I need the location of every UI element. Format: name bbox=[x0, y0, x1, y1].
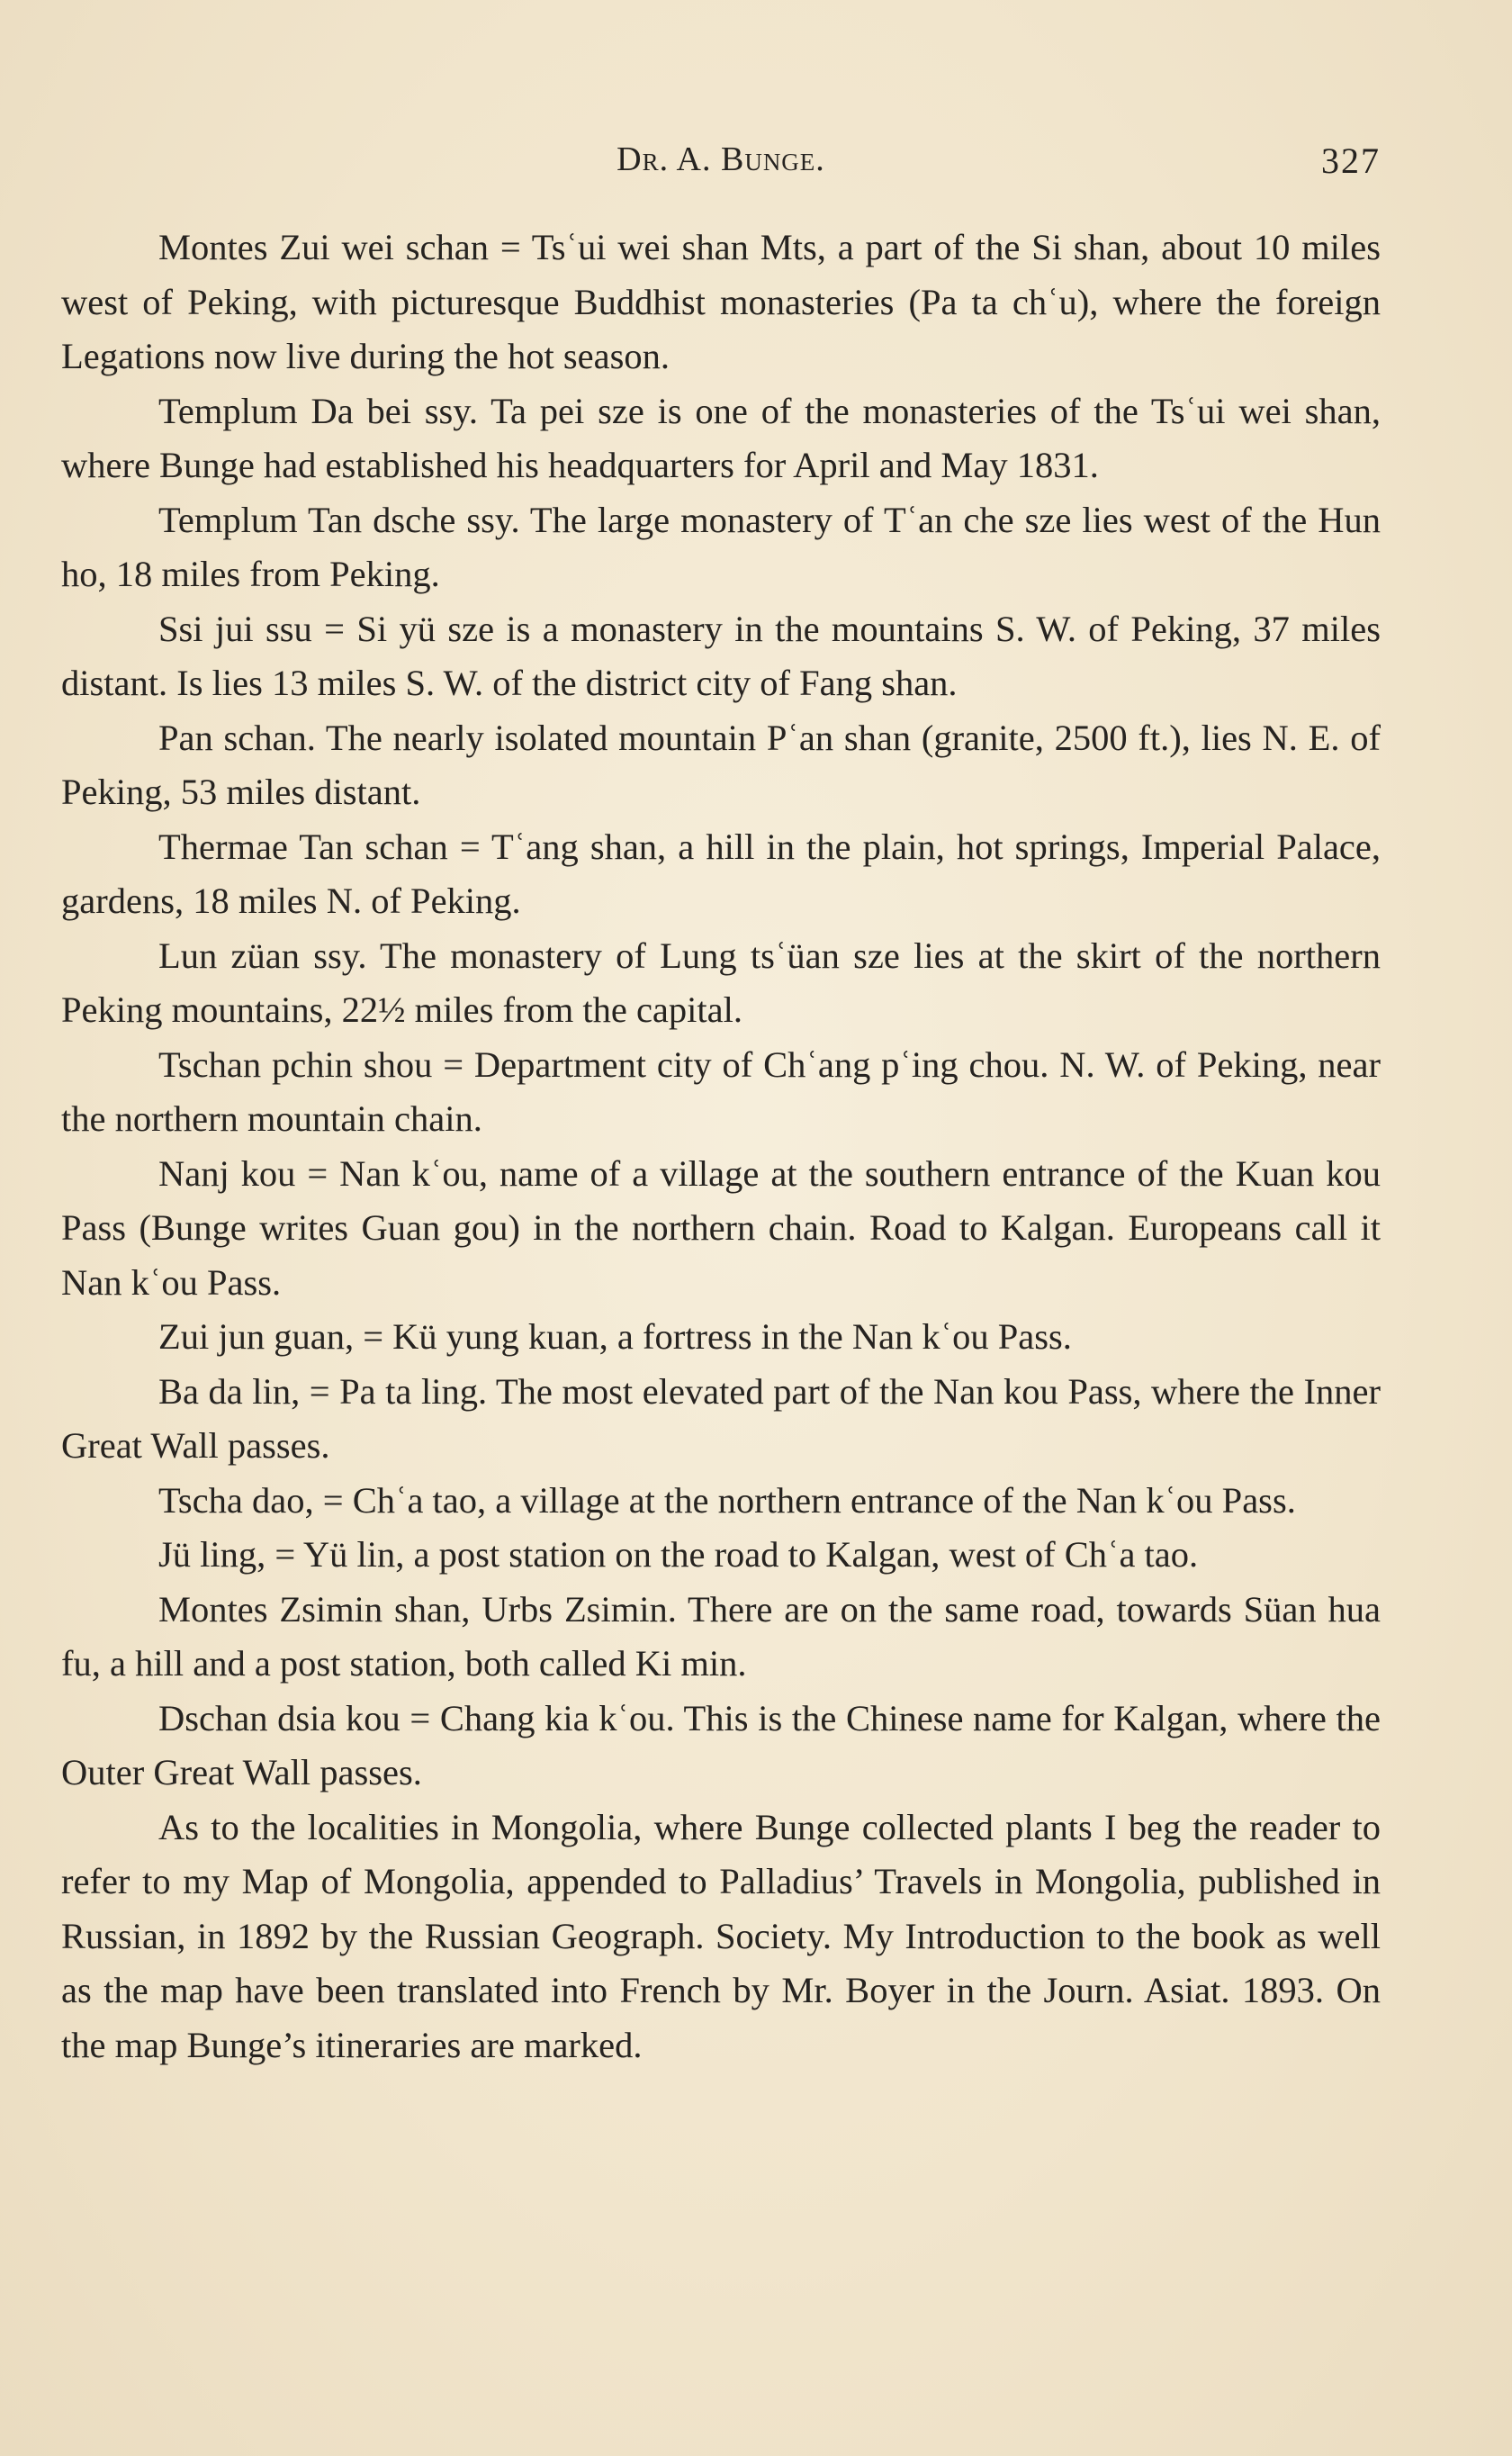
paragraph: Tschan pchin shou = Department city of Chʿang pʿing chou. N. W. of Peking, near the northern mountain chain. bbox=[61, 1043, 1381, 1139]
paragraph: Pan schan. The nearly isolated mountain Pʿan shan (granite, 2500 ft.), lies N. E. of Peking, 53 miles distant. bbox=[61, 717, 1381, 812]
paragraph: Nanj kou = Nan kʿou, name of a village at the southern entrance of the Kuan kou Pass (Bunge writes Guan gou) in the northern chain. Road to Kalgan. Europeans call it Nan kʿou Pass. bbox=[61, 1152, 1381, 1303]
paragraph: Tscha dao, = Chʿa tao, a village at the northern entrance of the Nan kʿou Pass. bbox=[158, 1479, 1296, 1521]
paragraph: Zui jun guan, = Kü yung kuan, a fortress in the Nan kʿou Pass. bbox=[158, 1316, 1072, 1357]
running-title: Dr. A. Bunge. bbox=[616, 140, 825, 178]
paragraph: Ba da lin, = Pa ta ling. The most elevated part of the Nan kou Pass, where the Inner Great Wall passes. bbox=[61, 1370, 1381, 1466]
body-text bbox=[61, 221, 1381, 2072]
paragraph: Montes Zui wei schan = Tsʿui wei shan Mts, a part of the Si shan, about 10 miles west of Peking, with picturesque Buddhist monasteries (Pa ta chʿu), where the foreign Legations now live during the hot season. bbox=[61, 227, 1381, 376]
paragraph: Thermae Tan schan = Tʿang shan, a hill in the plain, hot springs, Imperial Palace, gardens, 18 miles N. of Peking. bbox=[61, 826, 1381, 921]
paragraph: Ssi jui ssu = Si yü sze is a monastery in the mountains S. W. of Peking, 37 miles distant. Is lies 13 miles S. W. of the district city of Fang shan. bbox=[61, 608, 1381, 703]
paragraph: Templum Da bei ssy. Ta pei sze is one of the monasteries of the Tsʿui wei shan, where Bunge had established his headquarters for April and May 1831. bbox=[61, 390, 1381, 485]
paragraph: Jü ling, = Yü lin, a post station on the road to Kalgan, west of Chʿa tao. bbox=[158, 1534, 1199, 1575]
page-number: 327 bbox=[1321, 140, 1381, 181]
paragraph: Dschan dsia kou = Chang kia kʿou. This is the Chinese name for Kalgan, where the Outer Great Wall passes. bbox=[61, 1697, 1381, 1792]
running-head bbox=[61, 140, 1381, 194]
paragraph: Templum Tan dsche ssy. The large monastery of Tʿan che sze lies west of the Hun ho, 18 miles from Peking. bbox=[61, 499, 1381, 594]
paragraph: Lun züan ssy. The monastery of Lung tsʿüan sze lies at the skirt of the northern Peking mountains, 22½ miles from the capital. bbox=[61, 935, 1381, 1030]
paragraph: Montes Zsimin shan, Urbs Zsimin. There are on the same road, towards Süan hua fu, a hill and a post station, both called Ki min. bbox=[61, 1588, 1381, 1684]
paragraph: As to the localities in Mongolia, where Bunge collected plants I beg the reader to refer to my Map of Mongolia, appended to Palladius’ Travels in Mongolia, published in Russian, in 1892 by the Russian Geograph. Society. My Introduction to the book as well as the map have been translated into French by Mr. Boyer in the Journ. Asiat. 1893. On the map Bunge’s itineraries are marked. bbox=[61, 1806, 1381, 2065]
